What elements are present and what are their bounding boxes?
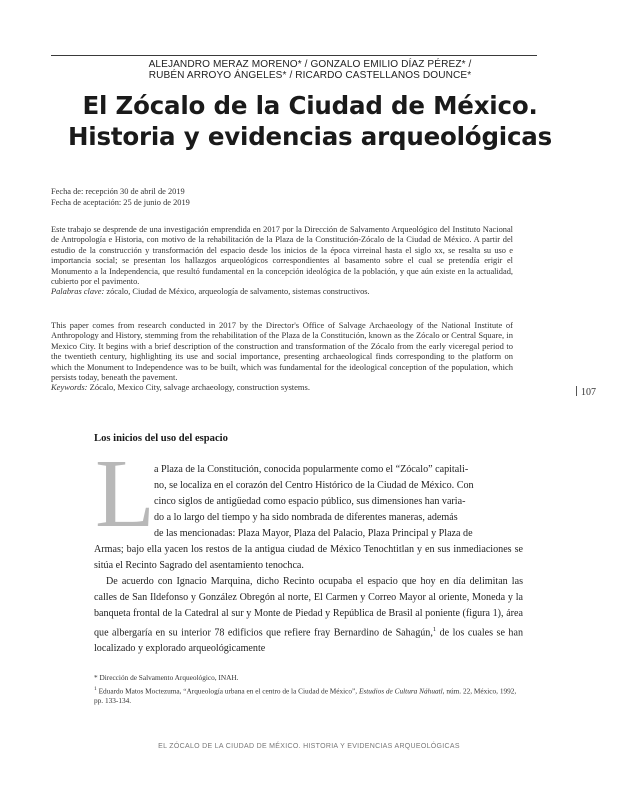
keywords-spanish-values: zócalo, Ciudad de México, arqueología de salvamento, sistemas constructivos. (104, 287, 370, 297)
footnote-1-journal: Estudios de Cultura Náhuatl (358, 685, 443, 695)
abstract-english-text: This paper comes from research conducted in 2017 by the Director's Office of Salvage Archaeology of the National Institute of Anthropology and History, stemming from the rehabilitation of the Plaza de la Constitución, known as the Zócalo or Central Square, in Mexico City. It begins with a brief description of the construction and transformation of the Zócalo from the early viceregal period to the twentieth century, highlighting its use and social importance, presenting archaeological finds corresponding to the platform on which the Monument to Independence was to be built, which was fundamental for the ideological conception of the population, which persists today, beneath the pavement. (51, 320, 513, 383)
author-list (60, 59, 560, 81)
running-footer: EL ZÓCALO DE LA CIUDAD DE MÉXICO. HISTORIA Y EVIDENCIAS ARQUEOLÓGICAS (158, 743, 460, 750)
paragraph-2-end: de los cuales se han localizado y explorado arqueológicamente (94, 627, 523, 655)
keywords-spanish (51, 287, 513, 297)
footnote-1-number: 1 (94, 685, 97, 692)
paragraph-1-line: no, se localiza en el corazón del Centro Histórico de la Ciudad de México. Con (154, 480, 474, 491)
footnote-1-text: Eduardo Matos Moctezuma, “Arqueología urbana en el centro de la Ciudad de México”, (96, 685, 359, 695)
page-number: 107 (576, 386, 596, 398)
keywords-english-label: Keywords: (51, 382, 88, 393)
author-line-2: RUBÉN ARROYO ÁNGELES* / RICARDO CASTELLANOS DOUNCE* (148, 70, 472, 81)
footnote-1-tail: , núm. 22, México, 1992, pp. 133-134. (94, 685, 517, 706)
keywords-spanish-label: Palabras clave: (51, 287, 105, 297)
footnote-affiliation: * Dirección de Salvamento Arqueológico, INAH. (94, 673, 239, 682)
paragraph-1-line: cinco siglos de antigüedad como espacio público, sus dimensiones han varia- (154, 496, 466, 507)
keywords-english-values: Zócalo, Mexico City, salvage archaeology, construction systems. (87, 382, 310, 393)
received-date: Fecha de: recepción 30 de abril de 2019 (51, 187, 185, 196)
top-rule (51, 55, 537, 56)
body-text (94, 462, 523, 657)
section-heading: Los inicios del uso del espacio (94, 433, 228, 444)
paragraph-2-text: De acuerdo con Ignacio Marquina, dicho Recinto ocupaba el espacio que hoy en día delimitan las calles de San Ildefonso y González Obregón al norte, El Carmen y Correo Mayor al oriente, Moneda y la banqueta frontal de la Catedral al sur y Monte de Piedad y República de Brasil al poniente (figura 1), área que albergaría en su interior 78 edificios que refiere fray Bernardino de Sahagún, (94, 576, 523, 639)
paragraph-1-rest: Armas; bajo ella yacen los restos de la antigua ciudad de México Tenochtitlan y en sus inmediaciones se sitúa el Recinto Sagrado del asentamiento tenochca. (94, 544, 523, 571)
abstract-spanish (51, 225, 513, 298)
footnote-ref-1[interactable]: 1 (432, 626, 437, 633)
article-title (40, 90, 580, 152)
dates-block (51, 187, 190, 208)
footnote-1 (94, 684, 524, 707)
accepted-date: Fecha de aceptación: 25 de junio de 2019 (51, 197, 190, 207)
title-line-1: El Zócalo de la Ciudad de México. (82, 91, 538, 120)
title-line-2: Historia y evidencias arqueológicas (67, 122, 553, 151)
keywords-english (51, 382, 513, 392)
footnotes (94, 673, 524, 707)
paragraph-1-line: de las mencionadas: Plaza Mayor, Plaza del Palacio, Plaza Principal y Plaza de (154, 528, 473, 539)
drop-cap: L (95, 440, 155, 548)
paragraph-1-line: a Plaza de la Constitución, conocida popularmente como el “Zócalo” capitali- (154, 464, 469, 475)
abstract-english (51, 320, 513, 393)
paragraph-2 (94, 574, 523, 657)
abstract-spanish-text: Este trabajo se desprende de una investigación emprendida en 2017 por la Dirección de Salvamento Arqueológico del Instituto Nacional de Antropología e Historia, con motivo de la rehabilitación de la Plaza de la Constitución-Zócalo de la Ciudad de México. A partir del estudio de la construcción y transformación del espacio desde los inicios de la época virreinal hasta el siglo xx, se resalta su uso e importancia social; se presentan los hallazgos arqueológicos correspondientes al basamento sobre el cual se pretendía erigir el Monumento a la Independencia, que resultó fundamental en la concepción ideológica de la población, y que aún existe en la actualidad, cubierto por el pavimento. (51, 225, 513, 287)
author-line-1: ALEJANDRO MERAZ MORENO* / GONZALO EMILIO DÍAZ PÉREZ* / (148, 59, 472, 70)
paragraph-1-line: do a lo largo del tiempo y ha sido nombrada de diferentes maneras, además (154, 512, 458, 523)
